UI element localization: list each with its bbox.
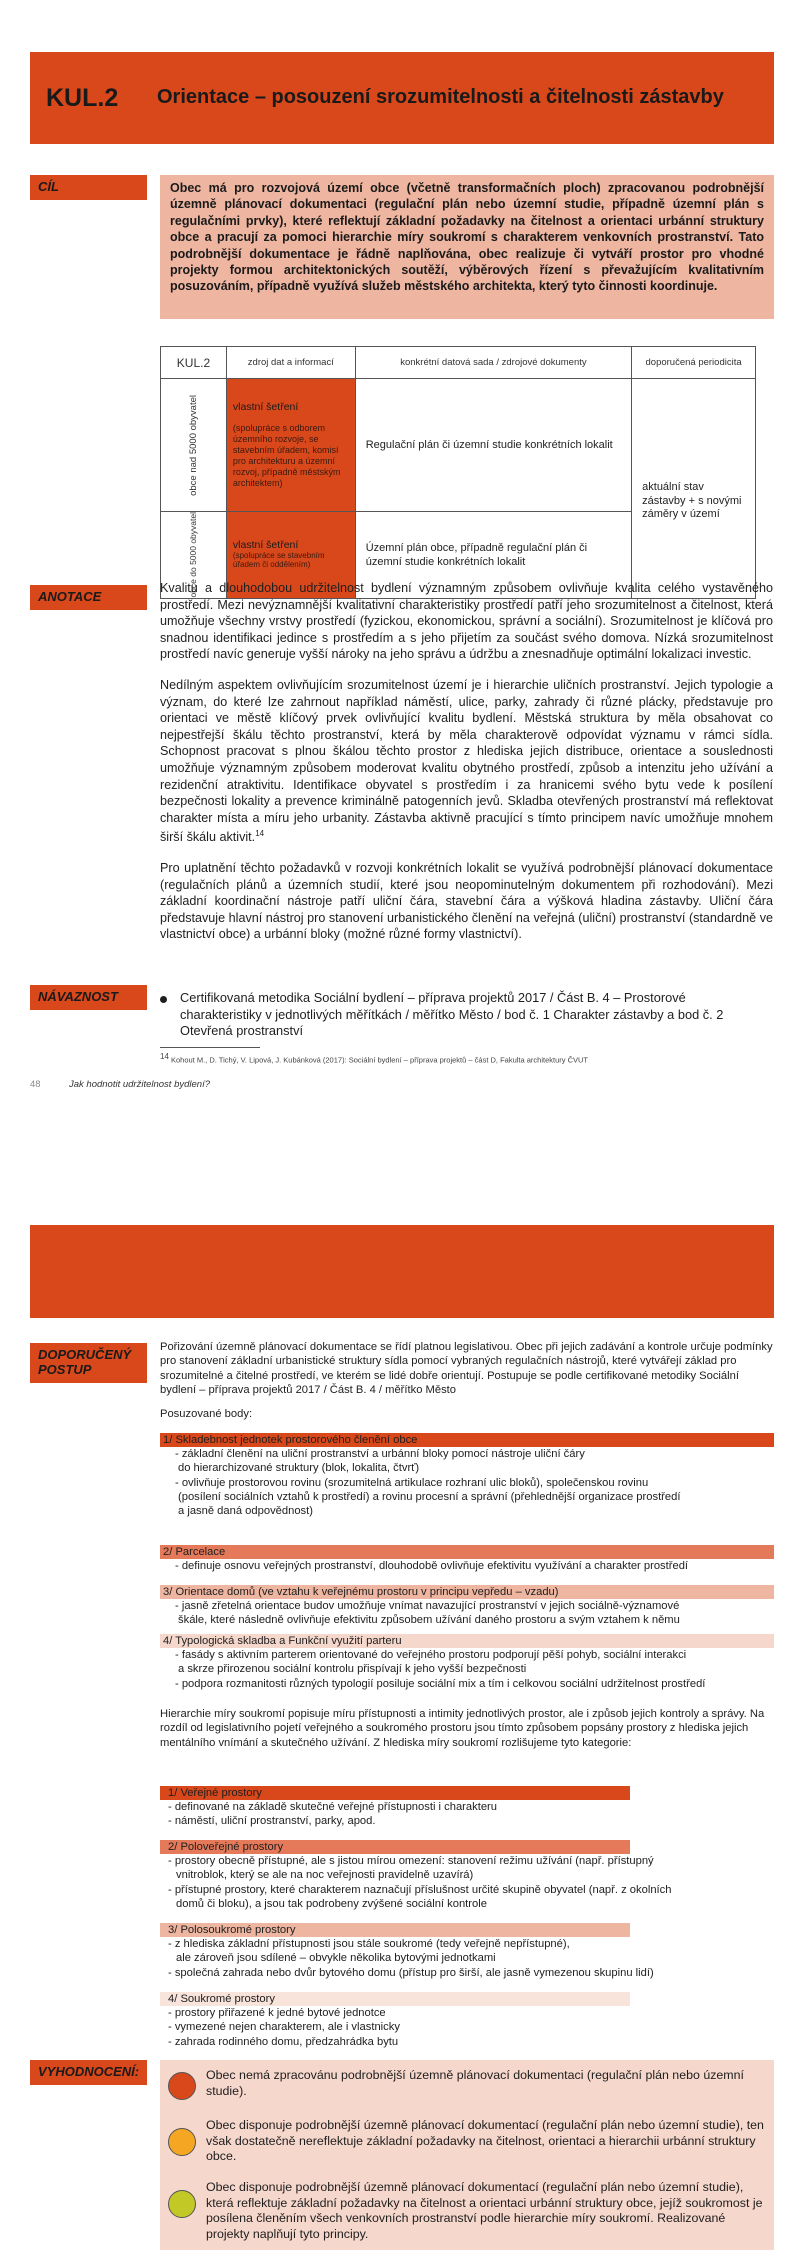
step-line: - definuje osnovu veřejných prostranství, dlouhodobě ovlivňuje efektivitu využívání a charakter prostředí	[175, 1560, 689, 1572]
annotation-paragraph: Kvalitu a dlouhodobou udržitelnost bydlení významným způsobem ovlivňuje kvalita celého vystavěného prostředí. Mezi nevýznamnější kvalitativní charakteristiky prostředí patří jeho srozumitelnost a čitelnost, která umožňuje všechny vrstvy prostředí (fyzickou, ekonomickou, správní a sociální). Srozumitelnost je klíčová pro snadnou identifikaci jedince s prostředím a s jeho přijetím za součást svého domova. Nízká srozumitelnost prostředí navíc generuje vyšší nároky na jeho správu a údržbu a znesnadňuje optimální lokalizaci investic.	[160, 581, 773, 662]
table-header-source: zdroj dat a informací	[226, 347, 355, 379]
category-line: - vymezené nejen charakterem, ale i vlastnicky	[168, 2021, 400, 2034]
steps-title: Posuzované body:	[160, 1408, 253, 1420]
evaluation-label: VYHODNOCENÍ:	[30, 2060, 147, 2085]
bullet-icon	[160, 996, 167, 1003]
footnote	[160, 1052, 588, 1065]
category-line: - definované na základě skutečné veřejné přístupnosti i charakteru	[168, 1801, 497, 1813]
category-line: vnitroblok, který se ale na noc veřejnosti pravidelně uzavírá)	[176, 1869, 474, 1882]
table-header-periodicity: doporučená periodicita	[632, 347, 756, 379]
annotation-paragraph: Pro uplatnění těchto požadavků v rozvoji konkrétních lokalit se využívá podrobnější plánovací dokumentace (regulačních plánů a územních studií, které jsou neopominutelným dokumentem při rozhodování). Mezi základní koordinační nástroje patří uliční čára, stavební čára a výšková hladina zástavby. Uliční čára představuje hlavní nástroj pro stanovení urbanistického členění na veřejná (uliční) prostranství (standardně ve vlastnictví obce) a urbánní bloky (možné různé formy vlastnictví).	[160, 861, 773, 942]
table-header-dataset: konkrétní datová sada / zdrojové dokumenty	[355, 347, 631, 379]
table-periodicity-cell: aktuální stav zástavby + s novými záměry v území	[632, 379, 756, 599]
step-line: (posílení sociálních vztahů k prostředí) a rovinu procesní a správní (přehlednější organizace prostředí	[178, 1490, 681, 1503]
linkage-item: Certifikovaná metodika Sociální bydlení – příprava projektů 2017 / Část B. 4 – Prostorové charakteristiky v jednotlivých měřítkách / měřítko Město / bod č. 1 Charakter zástavby a bod č. 2 Otevřená prostranství	[180, 990, 724, 1039]
table-source-note: (spolupráce s odborem územního rozvoje, se stavebním úřadem, komisí pro architekturu a územní rozvoj, případně městským architektem)	[232, 423, 341, 488]
category-line: - z hlediska základní přístupnosti jsou stále soukromé (tedy veřejně nepřístupné),	[168, 1938, 570, 1950]
running-title: Jak hodnotit udržitelnost bydlení?	[69, 1079, 211, 1090]
step-title: 4/ Typologická skladba a Funkční využití parteru	[160, 1634, 774, 1648]
footnote-number: 14	[160, 1052, 169, 1061]
step-line: a skrze přirozenou sociální kontrolu přispívají k jeho vyšší bezpečnosti	[178, 1663, 527, 1676]
footnote-divider	[160, 1047, 260, 1048]
privacy-intro: Hierarchie míry soukromí popisuje míru přístupnosti a intimity jednotlivých prostor, ale i způsob jejich kontroly a správy. Na rozdíl od legislativního pojetí veřejného a soukromého prostoru jsou tímto způsobem popsány prostory z hlediska jejich mentálního vnímání a skutečného užívání. Z hlediska míry soukromí rozlišujeme tyto kategorie:	[160, 1708, 765, 1749]
step-1	[160, 1433, 774, 1518]
step-title: 3/ Orientace domů (ve vztahu k veřejnému prostoru v principu vepředu – vzadu)	[160, 1585, 774, 1599]
annotation-text	[160, 580, 773, 957]
table-row	[161, 379, 756, 512]
evaluation-text: Obec disponuje podrobnější územně plánovací dokumentací (regulační plán nebo územní studie), ten však dostatečně nereflektuje základní požadavky na čitelnost, orientaci a hierarchii urbánní struktury obce.	[206, 2118, 764, 2164]
category-title: 1/ Veřejné prostory	[160, 1786, 630, 1800]
step-4	[160, 1634, 774, 1691]
step-line: - fasády s aktivním parterem orientované do veřejného prostoru podporují pěší pohyb, sociální interakci	[175, 1649, 687, 1661]
evaluation-text: Obec disponuje podrobnější územně plánovací dokumentací (regulační plán nebo územní studie), která reflektuje základní požadavky na čitelnost a orientaci urbánní struktury obce, jejíž soukromost je posílena členěním všech venkovních prostranství podle hierarchie míry soukromí. Realizované projekty naplňují tyto principy.	[206, 2180, 763, 2241]
table-group-label: obce do 5000 obyvatel	[188, 512, 199, 598]
table-group-label: obce nad 5000 obyvatel	[187, 394, 199, 496]
category-title: 2/ Poloveřejné prostory	[160, 1840, 630, 1854]
category-line: ale zároveň jsou sdílené – obvykle několika bytovými jednotkami	[176, 1952, 496, 1965]
annotation-label: ANOTACE	[30, 585, 147, 610]
procedure-intro: Pořizování územně plánovací dokumentace se řídí platnou legislativou. Obec při jejich zadávání a kontrole určuje podmínky pro stanovení základní urbanistické struktury sídla pomocí vybraných regulačních nástrojů, které vytvářejí základ pro srozumitelné a čitelné prostředí, ve kterém se lidé dobře orientují. Postupuje se podle certifikované metodiky Sociální bydlení – příprava projektů 2017 / Část B. 4 / měřítko Město	[160, 1341, 773, 1396]
step-2	[160, 1545, 774, 1573]
category-line: - náměstí, uliční prostranství, parky, apod.	[168, 1815, 376, 1828]
category-4	[160, 1992, 774, 2049]
recommended-label: DOPORUČENÝ POSTUP	[30, 1343, 147, 1383]
step-line: - jasně zřetelná orientace budov umožňuje vnímat navazující prostranství v jejich sociálně-významové	[175, 1600, 680, 1612]
indicator-code: KUL.2	[46, 84, 119, 112]
footnote-ref: 14	[255, 829, 265, 839]
goal-label: CÍL	[30, 175, 147, 200]
step-line: do hierarchizované struktury (blok, lokalita, čtvrť)	[178, 1462, 420, 1475]
table-header-code: KUL.2	[161, 347, 227, 379]
category-line: - prostory přiřazené k jedné bytové jednotce	[168, 2007, 386, 2019]
green-circle-icon	[168, 2190, 196, 2218]
data-source-table	[160, 346, 756, 599]
table-source-main: vlastní šetření	[232, 401, 299, 413]
footnote-text: Kohout M., D. Tichý, V. Lipová, J. Kubánková (2017): Sociální bydlení – příprava projektů – část D, Fakulta architektury ČVUT	[171, 1055, 589, 1065]
category-line: domů či bloku), a jsou tak podrobeny zvýšené sociální kontrole	[176, 1897, 487, 1910]
page-number: 48	[30, 1079, 41, 1090]
step-line: a jasně daná odpovědnost)	[178, 1505, 313, 1518]
category-2	[160, 1840, 774, 1911]
annotation-paragraph-text: Nedílným aspektem ovlivňujícím srozumitelnost území je i hierarchie uličních prostranství. Jejich typologie a význam, do které lze zahrnout například náměstí, ulice, parky, zahrady či různé plácky, představuje pro orientaci ve městě klíčový prvek ovlivňující kvalitu bydlení. Městská struktura by měla obsahovat co nejpestřejší škálu těchto prostranství, která by měla charakterově odpovídat významu v rámci sídla. Schopnost pracovat s plnou škálou těchto prostor z hlediska jejich distribuce, orientace a souslednosti umožňuje významným způsobem moderovat kvalitu obytného prostředí, způsob a intenzitu jeho užívání a rezidenční atraktivitu. Identifikace obyvatel s prostředím i za hranicemi svého bytu vede k posílení bezpečnosti lokality a prevence kriminálně patogenních jevů. Skladba otevřených prostranství má reflektovat charakter místa a míru jeho urbanity. Zástavba aktivně pracující s tímto principem navíc umožňuje mnohem širší škálu aktivit.	[160, 677, 773, 845]
table-source-note: (spolupráce se stavebním úřadem či oddělením)	[232, 550, 325, 570]
annotation-paragraph	[160, 677, 773, 846]
goal-box	[160, 175, 774, 319]
page-49	[0, 1205, 800, 2262]
table-source-main: vlastní šetření	[232, 538, 299, 551]
step-line: - základní členění na uliční prostranství a urbánní bloky pomocí nástroje uliční čáry	[175, 1448, 585, 1460]
linkage-label: NÁVAZNOST	[30, 985, 147, 1010]
category-line: - prostory obecně přístupné, ale s jistou mírou omezení: stanovení režimu užívání (např. přístupný	[168, 1855, 654, 1867]
category-title: 4/ Soukromé prostory	[160, 1992, 630, 2006]
table-header-row	[161, 347, 756, 379]
category-3	[160, 1923, 774, 1980]
category-1	[160, 1786, 774, 1829]
step-title: 2/ Parcelace	[160, 1545, 774, 1559]
header-bar	[30, 52, 774, 144]
category-title: 3/ Polosoukromé prostory	[160, 1923, 630, 1937]
header-band	[30, 1225, 774, 1318]
step-line: - ovlivňuje prostorovou rovinu (srozumitelná artikulace rozhraní ulic bloků), společenskou rovinu	[175, 1476, 649, 1489]
table-source-cell	[226, 379, 355, 512]
orange-circle-icon	[168, 2128, 196, 2156]
linkage-list	[160, 990, 760, 1040]
table-dataset-cell: Regulační plán či územní studie konkrétních lokalit	[355, 379, 631, 512]
evaluation-box	[160, 2060, 774, 2250]
page-title: Orientace – posouzení srozumitelnosti a čitelnosti zástavby	[157, 86, 724, 108]
step-line: - podpora rozmanitosti různých typologií posiluje sociální mix a tím i celkovou sociální udržitelnost prostředí	[175, 1677, 706, 1690]
step-title: 1/ Skladebnost jednotek prostorového členění obce	[160, 1433, 774, 1447]
evaluation-text: Obec nemá zpracovánu podrobnější územně plánovací dokumentaci (regulační plán nebo územní studie).	[206, 2068, 744, 2098]
category-line: - společná zahrada nebo dvůr bytového domu (přístup pro širší, ale jasně vymezenou skupinu lidí)	[168, 1966, 654, 1979]
step-3	[160, 1585, 774, 1628]
red-circle-icon	[168, 2072, 196, 2100]
table-group-cell	[161, 379, 227, 512]
category-line: - zahrada rodinného domu, předzahrádka bytu	[168, 2035, 399, 2048]
goal-text: Obec má pro rozvojová území obce (včetně transformačních ploch) zpracovanou podrobnější územně plánovací dokumentaci (regulační plán nebo územní studie, případně územní plán s regulačními prvky), které reflektují základní požadavky na čitelnost a orientaci urbánní struktury obce a pracují za pomoci hierarchie míry soukromí s charakterem venkovních prostranství. Tato podrobnější dokumentace je řádně naplňována, obec realizuje či vytváří prostor pro vhodné projekty formou architektonických soutěží, výběrových řízení s převažujícím kvalitativním posuzováním, případně využívá služeb městského architekta, který tyto činnosti koordinuje.	[170, 181, 764, 294]
table-dataset-cell: Územní plán obce, případně regulační plán či územní studie konkrétních lokalit	[355, 512, 631, 599]
category-line: - přístupné prostory, které charakterem naznačují příslušnost určité skupině obyvatel (např. z okolních	[168, 1883, 672, 1896]
step-line: škále, které následně ovlivňuje efektivitu způsobem užívání daného prostoru a svým vztahem k němu	[178, 1614, 680, 1627]
